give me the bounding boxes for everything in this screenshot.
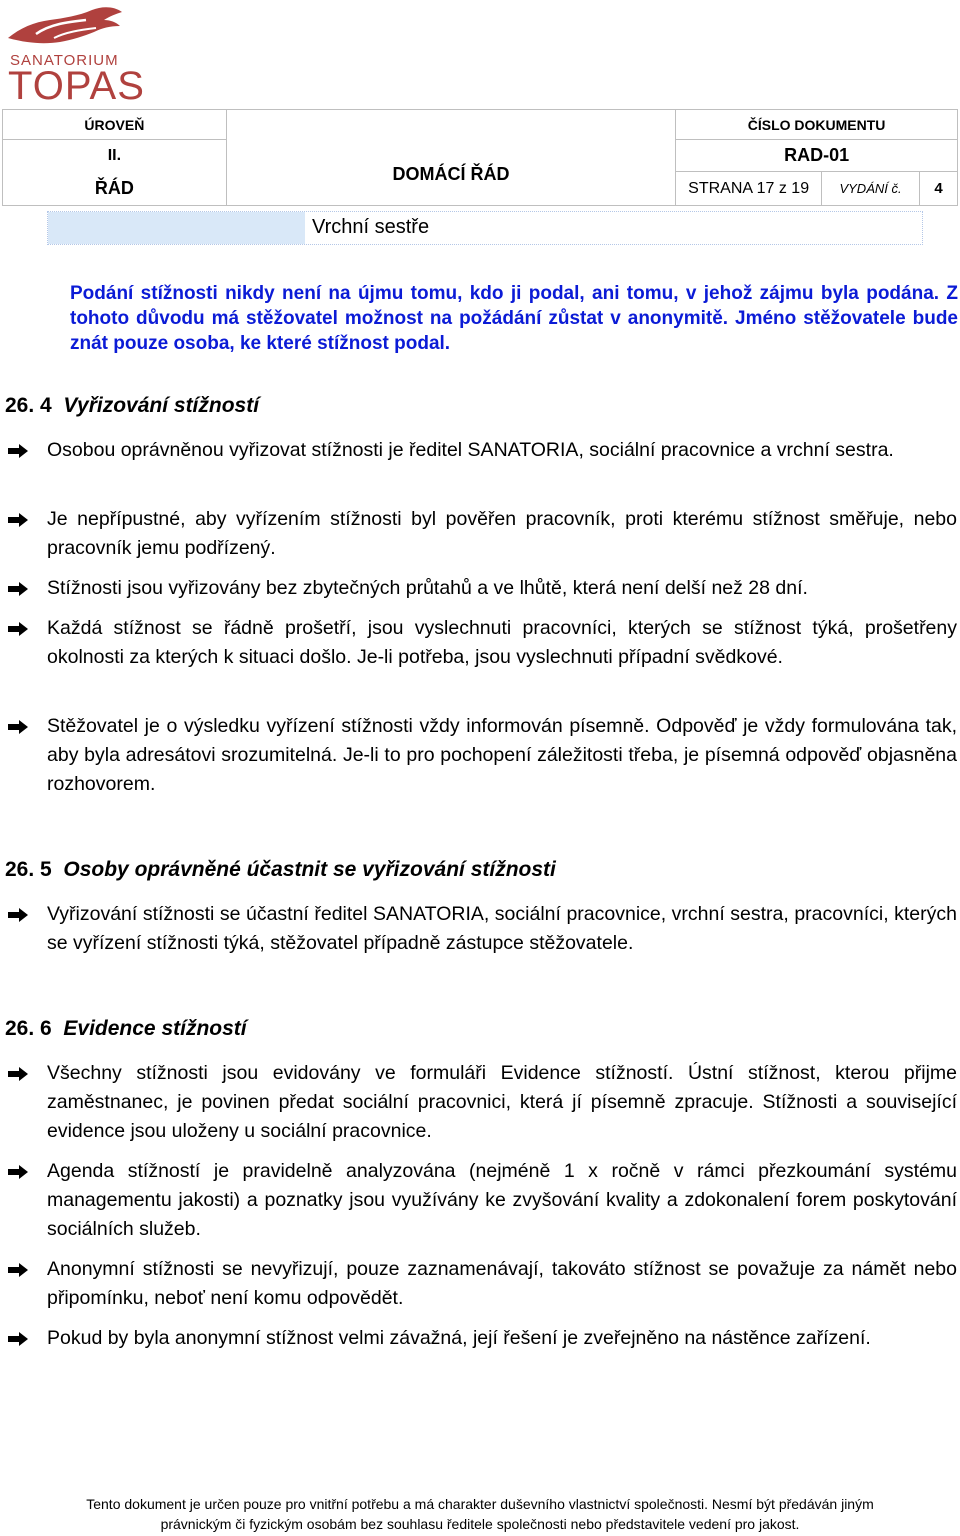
section-title: Osoby oprávněné účastnit se vyřizování stížnosti [63,858,556,881]
arrow-bullet-icon [7,621,29,637]
list-item: Všechny stížnosti jsou evidovány ve formuláři Evidence stížností. Ústní stížnost, kterou přijme zaměstnanec, je povinen předat sociální pracovnici, která jí písemně zpracuje. Stížnosti a související evidence jsou uloženy u sociální pracovnice. [47,1062,957,1142]
arrow-bullet-icon [7,512,29,528]
docnum-label: ČÍSLO DOKUMENTU [676,110,958,140]
band-text: Vrchní sestře [312,216,430,238]
list-item: Stížnosti jsou vyřizovány bez zbytečných průtahů a ve lhůtě, která není delší než 28 dní. [47,577,808,599]
arrow-bullet-icon [7,1066,29,1082]
arrow-bullet-icon [7,1262,29,1278]
list-item: Stěžovatel je o výsledku vyřízení stížnosti vždy informován písemně. Odpověď je vždy formulována tak, aby byla adresátovi srozumitelná. Je-li to pro pochopení záležitosti třeba, je písemná odpověď objasněna rozhovorem. [47,715,957,795]
arrow-bullet-icon [7,1331,29,1347]
sanatorium-topas-logo [6,4,145,108]
list-item: Agenda stížností je pravidelně analyzována (nejméně 1 x ročně v rámci přezkoumání systému managementu jakosti) a poznatky jsou využívány ke zvyšování kvality a zdokonalení forem poskytování sociálních služeb. [47,1160,957,1240]
docnum-value: RAD-01 [676,140,958,172]
list-item: Každá stížnost se řádně prošetří, jsou vyslechnuti pracovníci, kterých se stížnost týká, prošetřeny okolnosti za kterých k situaci došlo. Je-li potřeba, jsou vyslechnuti případní svědkové. [47,617,957,668]
list-item: Osobou oprávněnou vyřizovat stížnosti je ředitel SANATORIA, sociální pracovnice a vrchní sestra. [47,439,894,461]
edition-label: VYDÁNÍ č. [822,172,920,206]
section-heading-26-5 [5,858,556,882]
document-header-table [2,109,958,206]
arrow-bullet-icon [7,1164,29,1180]
level-value-name: ŘÁD [3,172,227,206]
section-title: Evidence stížností [63,1017,247,1040]
section-heading-26-4 [5,394,259,418]
document-title: DOMÁCÍ ŘÁD [226,110,675,206]
arrow-bullet-icon [7,719,29,735]
section-number: 26. 4 [5,394,52,417]
anonymity-notice: Podání stížnosti nikdy není na újmu tomu, kdo ji podal, ani tomu, v jehož zájmu byla podána. Z tohoto důvodu má stěžovatel možnost na požádání zůstat v anonymitě. Jméno stěžovatele bude znát pouze osoba, ke které stížnost podal. [70,283,958,354]
edition-value: 4 [920,172,958,206]
footer-line-2: právnickým či fyzickým osobám bez souhlasu ředitele společnosti nebo představitele vedení pro jakost. [160,1516,800,1532]
logo-line-sanatorium: SANATORIUM [10,52,119,69]
arrow-bullet-icon [7,443,29,459]
band-shaded-cell [48,212,305,244]
footer-line-1: Tento dokument je určen pouze pro vnitřní potřebu a má charakter duševního vlastnictví společnosti. Nesmí být předáván jiným [86,1496,874,1512]
list-item: Je nepřípustné, aby vyřízením stížnosti byl pověřen pracovník, proti kterému stížnost směřuje, nebo pracovník jemu podřízený. [47,508,957,559]
section-number: 26. 5 [5,858,52,881]
page-indicator: STRANA 17 z 19 [676,172,822,206]
section-title: Vyřizování stížností [63,394,260,417]
list-item: Pokud by byla anonymní stížnost velmi závažná, její řešení je zveřejněno na nástěnce zařízení. [47,1327,871,1349]
logo-line-topas: TOPAS [8,64,145,108]
arrow-bullet-icon [7,907,29,923]
list-item: Vyřizování stížnosti se účastní ředitel SANATORIA, sociální pracovnice, vrchní sestra, pracovníci, kterých se vyřízení stížnosti týká, stěžovatel případně zástupce stěžovatele. [47,903,957,954]
level-label: ÚROVEŇ [3,110,227,140]
addressee-band [47,211,923,245]
section-number: 26. 6 [5,1017,52,1040]
section-heading-26-6 [5,1017,247,1041]
list-item: Anonymní stížnosti se nevyřizují, pouze zaznamenávají, takováto stížnost se považuje za námět nebo připomínku, neboť není komu odpovědět. [47,1258,957,1309]
arrow-bullet-icon [7,581,29,597]
confidentiality-footer [0,1494,960,1534]
level-value-roman: II. [3,140,227,172]
